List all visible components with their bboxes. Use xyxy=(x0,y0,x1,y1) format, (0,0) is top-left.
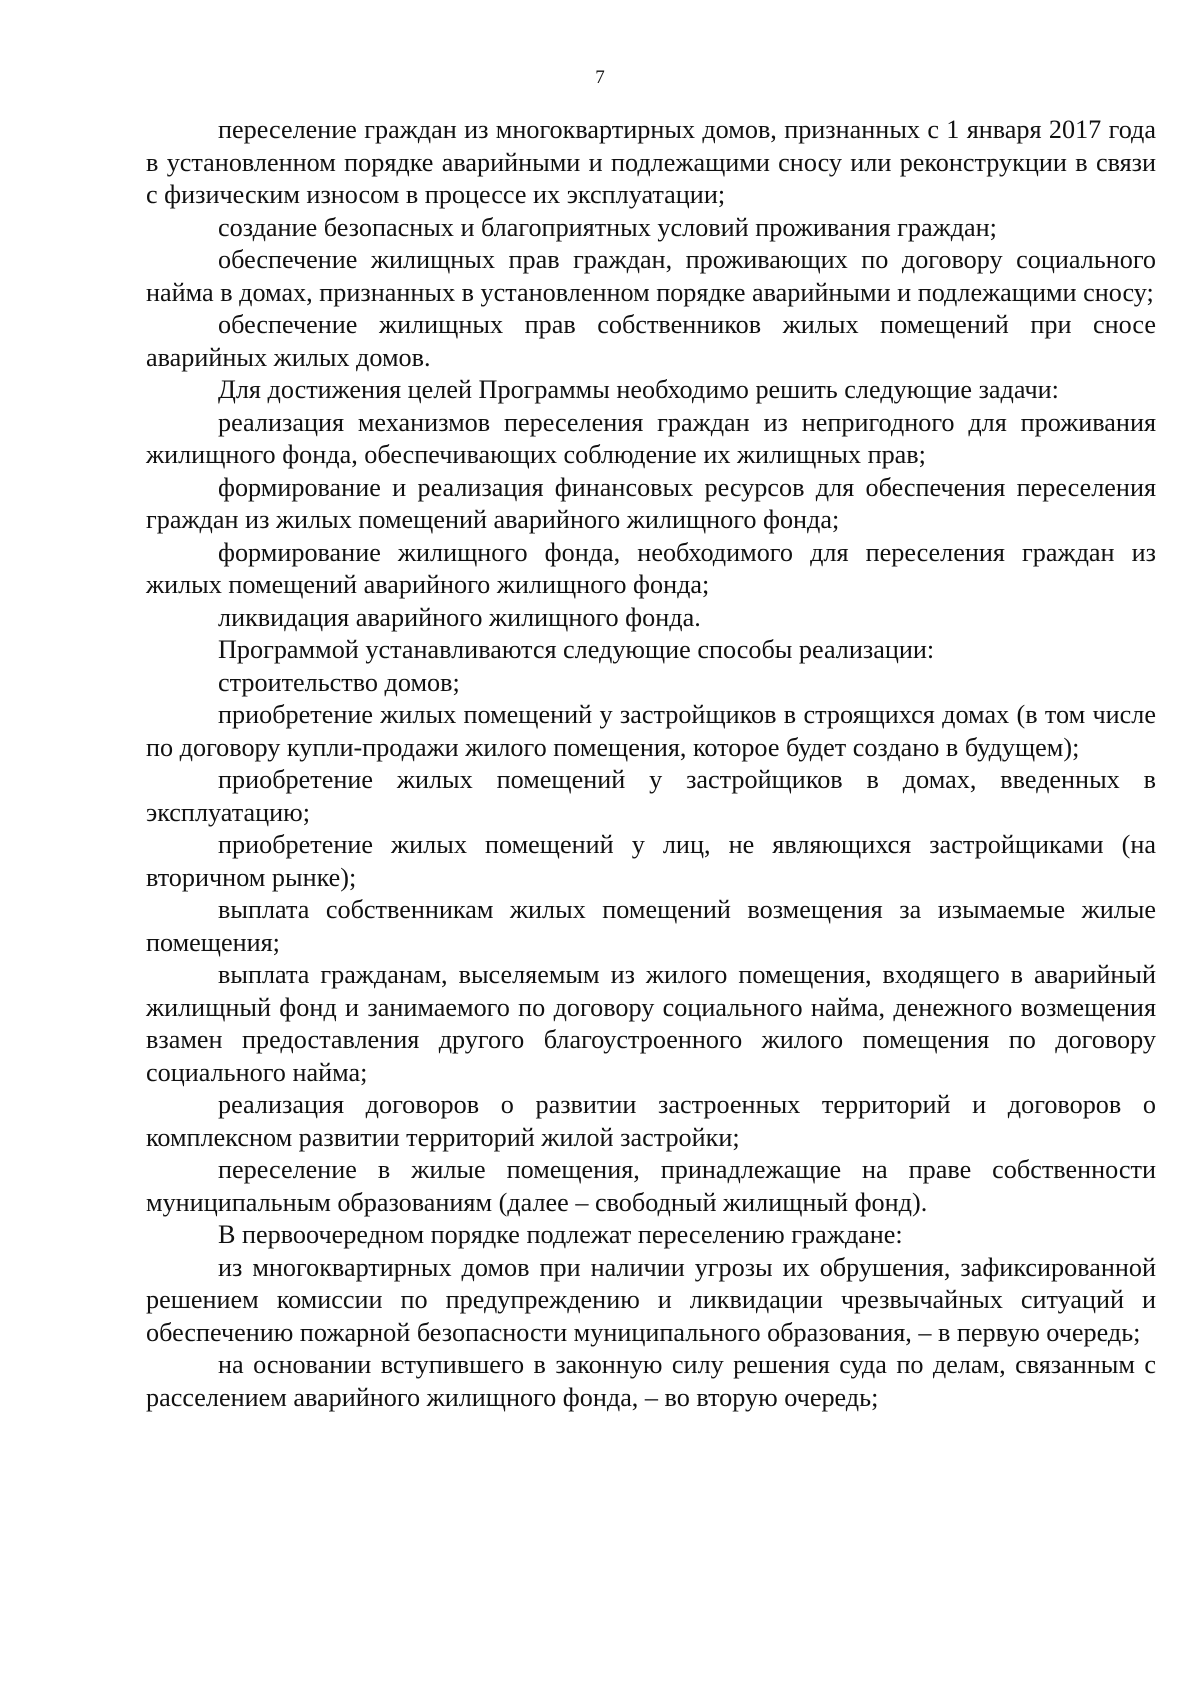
paragraph: Программой устанавливаются следующие способы реализации: xyxy=(218,635,935,664)
paragraph: Для достижения целей Программы необходимо решить следующие задачи: xyxy=(218,375,1059,404)
paragraph: ликвидация аварийного жилищного фонда. xyxy=(218,602,701,632)
paragraph: обеспечение жилищных прав граждан, проживающих по договору социального найма в домах, признанных в установленном порядке аварийными и подлежащими сносу; xyxy=(146,245,1156,307)
paragraph: В первоочередном порядке подлежат переселению граждане: xyxy=(218,1220,903,1249)
paragraph: формирование жилищного фонда, необходимого для переселения граждан из жилых помещений аварийного жилищного фонда; xyxy=(146,537,1156,599)
page-number: 7 xyxy=(595,67,605,88)
paragraph: переселение в жилые помещения, принадлежащие на праве собственности муниципальным образованиям (далее – свободный жилищный фонд). xyxy=(146,1155,1156,1217)
paragraph: выплата собственникам жилых помещений возмещения за изымаемые жилые помещения; xyxy=(146,895,1156,957)
paragraph: приобретение жилых помещений у застройщиков в домах, введенных в эксплуатацию; xyxy=(146,765,1156,827)
paragraph: на основании вступившего в законную силу решения суда по делам, связанным с расселением аварийного жилищного фонда, – во вторую очередь; xyxy=(146,1350,1156,1412)
paragraph: приобретение жилых помещений у застройщиков в строящихся домах (в том числе по договору купли-продажи жилого помещения, которое будет создано в будущем); xyxy=(146,700,1156,762)
paragraph: реализация договоров о развитии застроенных территорий и договоров о комплексном развитии территорий жилой застройки; xyxy=(146,1090,1156,1152)
paragraph: из многоквартирных домов при наличии угрозы их обрушения, зафиксированной решением комиссии по предупреждению и ликвидации чрезвычайных ситуаций и обеспечению пожарной безопасности муниципального образования, – в первую очередь; xyxy=(146,1252,1156,1347)
paragraph: обеспечение жилищных прав собственников жилых помещений при сносе аварийных жилых домов. xyxy=(146,310,1156,372)
paragraph: переселение граждан из многоквартирных домов, признанных с 1 января 2017 года в установленном порядке аварийными и подлежащими сносу или реконструкции в связи с физическим износом в процессе их эксплуатации; xyxy=(146,115,1156,209)
paragraph: строительство домов; xyxy=(218,667,460,697)
paragraph: выплата гражданам, выселяемым из жилого помещения, входящего в аварийный жилищный фонд и занимаемого по договору социального найма, денежного возмещения взамен предоставления другого благоустроенного жилого помещения по договору социального найма; xyxy=(146,960,1156,1087)
paragraph: создание безопасных и благоприятных условий проживания граждан; xyxy=(218,212,997,242)
paragraph: приобретение жилых помещений у лиц, не являющихся застройщиками (на вторичном рынке); xyxy=(146,830,1156,892)
document-body xyxy=(146,114,1156,1414)
paragraph: формирование и реализация финансовых ресурсов для обеспечения переселения граждан из жилых помещений аварийного жилищного фонда; xyxy=(146,472,1156,534)
paragraph: реализация механизмов переселения граждан из непригодного для проживания жилищного фонда, обеспечивающих соблюдение их жилищных прав; xyxy=(146,407,1156,469)
